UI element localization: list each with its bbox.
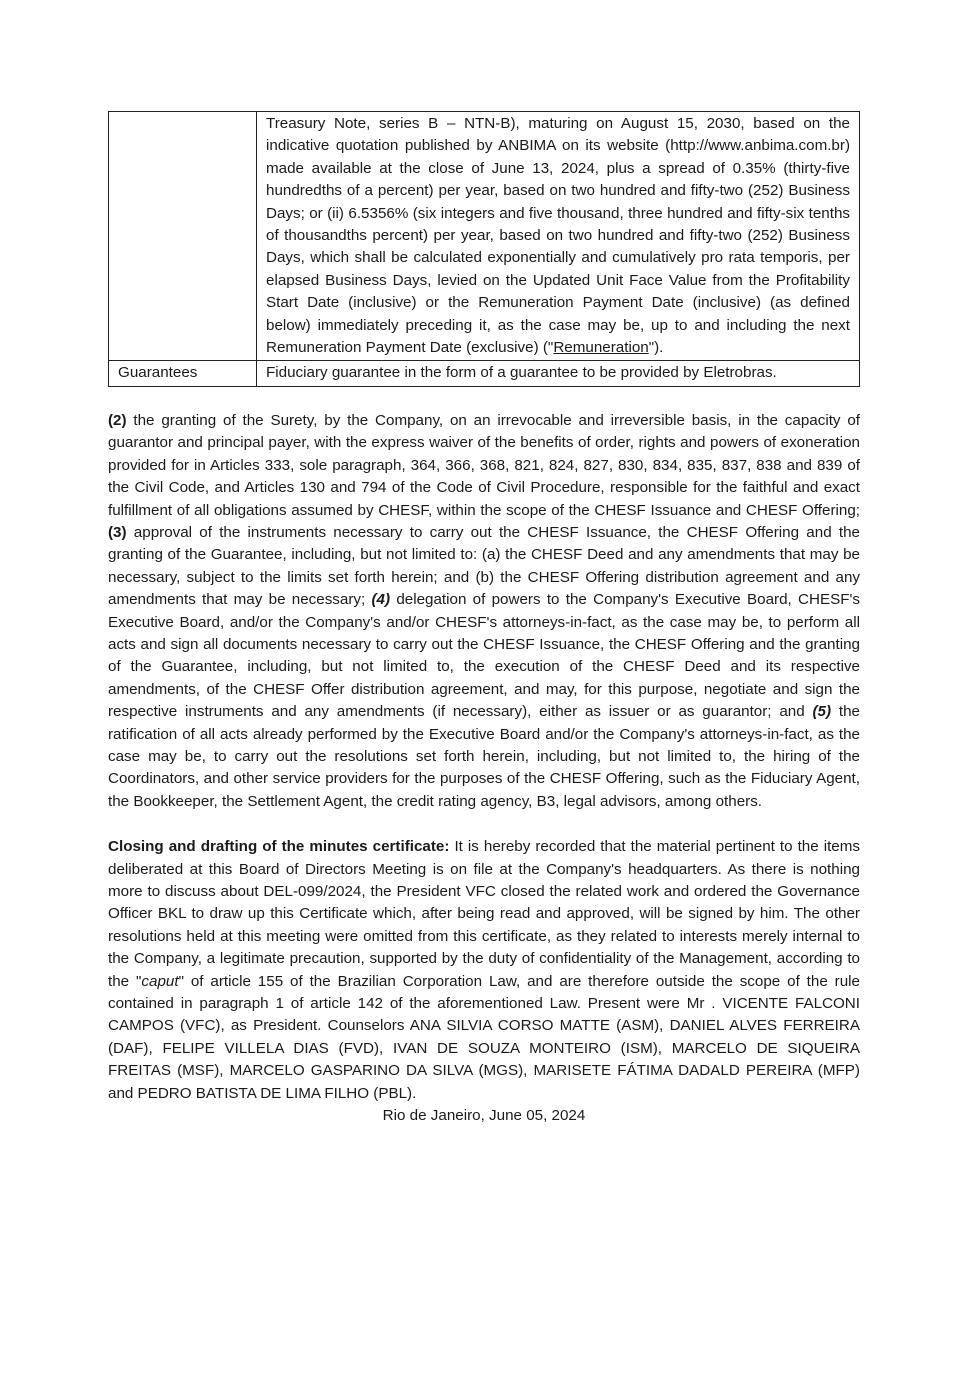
table-label-cell: Guarantees xyxy=(109,361,257,386)
terms-table xyxy=(108,111,860,387)
place-and-date: Rio de Janeiro, June 05, 2024 xyxy=(382,1107,586,1125)
item-3-marker: (3) xyxy=(108,523,127,541)
table-label-cell xyxy=(109,112,257,361)
item-3-text: approval of the instruments necessary to carry out the CHESF Issuance, the CHESF Offering and the granting of the Guarantee, including, but not limited to: (a) the CHESF Deed and any amendments that may be necessary, subject to the limits set forth herein; and (b) the CHESF Offering distribution agreement and any amendments that may be necessary; xyxy=(108,523,860,609)
document-page xyxy=(108,111,860,1127)
closing-text-end: " of article 155 of the Brazilian Corporation Law, and are therefore outside the scope of the rule contained in paragraph 1 of article 142 of the aforementioned Law. Present were Mr . VICENTE FALCONI CAMPOS (VFC), as President. Counselors ANA SILVIA CORSO MATTE (ASM), DANIEL ALVES FERREIRA (DAF), FELIPE VILLELA DIAS (FVD), IVAN DE SOUZA MONTEIRO (ISM), MARCELO DE SIQUEIRA FREITAS (MSF), MARCELO GASPARINO DA SILVA (MGS), MARISETE FÁTIMA DADALD PEREIRA (MFP) and PEDRO BATISTA DE LIMA FILHO (PBL). xyxy=(108,972,860,1102)
remuneration-text: Treasury Note, series B – NTN-B), maturing on August 15, 2030, based on the indicative quotation published by ANBIMA on its website (http://www.anbima.com.br) made available at the close of June 13, 2024, plus a spread of 0.35% (thirty-five hundredths of a percent) per year, based on two hundred and fifty-two (252) Business Days; or (ii) 6.5356% (six integers and five thousand, three hundred and fifty-six tenths of thousandths percent) per year, based on two hundred and fifty-two (252) Business Days, which shall be calculated exponentially and cumulatively pro rata temporis, per elapsed Business Days, levied on the Updated Unit Face Value from the Profitability Start Date (inclusive) or the Remuneration Payment Date (inclusive) (as defined below) immediately preceding it, as the case may be, up to and including the next Remuneration Payment Date (exclusive) (" xyxy=(266,115,850,357)
item-4-text: delegation of powers to the Company's Executive Board, CHESF's Executive Board, and/or the Company's and/or CHESF's attorneys-in-fact, as the case may be, to perform all acts and sign all documents necessary to carry out the CHESF Issuance, the CHESF Offering and the granting of the Guarantee, including, but not limited to, the execution of the CHESF Deed and its respective amendments, of the CHESF Offer distribution agreement, and may, for this purpose, negotiate and sign the respective instruments and any amendments (if necessary), either as issuer or as guarantor; and xyxy=(108,591,860,721)
item-5-marker: (5) xyxy=(812,703,832,721)
remuneration-text-end: "). xyxy=(648,339,664,357)
table-text-cell xyxy=(257,112,860,361)
table-row xyxy=(109,112,860,361)
closing-heading: Closing and drafting of the minutes certificate: xyxy=(108,838,450,856)
caput-term: caput xyxy=(141,972,179,990)
table-text-cell: Fiduciary guarantee in the form of a guarantee to be provided by Eletrobras. xyxy=(257,361,860,386)
item-2-text: the granting of the Surety, by the Company, on an irrevocable and irreversible basis, in the capacity of guarantor and principal payer, with the express waiver of the benefits of order, rights and powers of exoneration provided for in Articles 333, sole paragraph, 364, 366, 368, 821, 824, 827, 830, 834, 835, 837, 838 and 839 of the Civil Code, and Articles 130 and 794 of the Code of Civil Procedure, responsible for the faithful and exact fulfillment of all obligations assumed by CHESF, within the scope of the CHESF Issuance and CHESF Offering; xyxy=(108,411,860,519)
closing-text: It is hereby recorded that the material pertinent to the items deliberated at this Board of Directors Meeting is on file at the Company's headquarters. As there is nothing more to discuss about DEL-099/2024, the President VFC closed the related work and ordered the Governance Officer BKL to draw up this Certificate which, after being read and approved, will be signed by him. The other resolutions held at this meeting were omitted from this certificate, as they related to interests merely internal to the Company, a legitimate precaution, supported by the duty of confidentiality of the Management, according to the " xyxy=(108,838,860,990)
item-4-marker: (4) xyxy=(371,591,391,609)
item-2-marker: (2) xyxy=(108,411,127,429)
item-5-text: the ratification of all acts already performed by the Executive Board and/or the Company's attorneys-in-fact, as the case may be, to carry out the resolutions set forth herein, including, but not limited to, the hiring of the Coordinators, and other service providers for the purposes of the CHESF Offering, such as the Fiduciary Agent, the Bookkeeper, the Settlement Agent, the credit rating agency, B3, legal advisors, among others. xyxy=(108,703,860,810)
closing-paragraph xyxy=(108,836,860,1105)
resolutions-paragraph xyxy=(108,410,860,813)
remuneration-defined-term: Remuneration xyxy=(553,339,649,357)
table-row xyxy=(109,361,860,386)
